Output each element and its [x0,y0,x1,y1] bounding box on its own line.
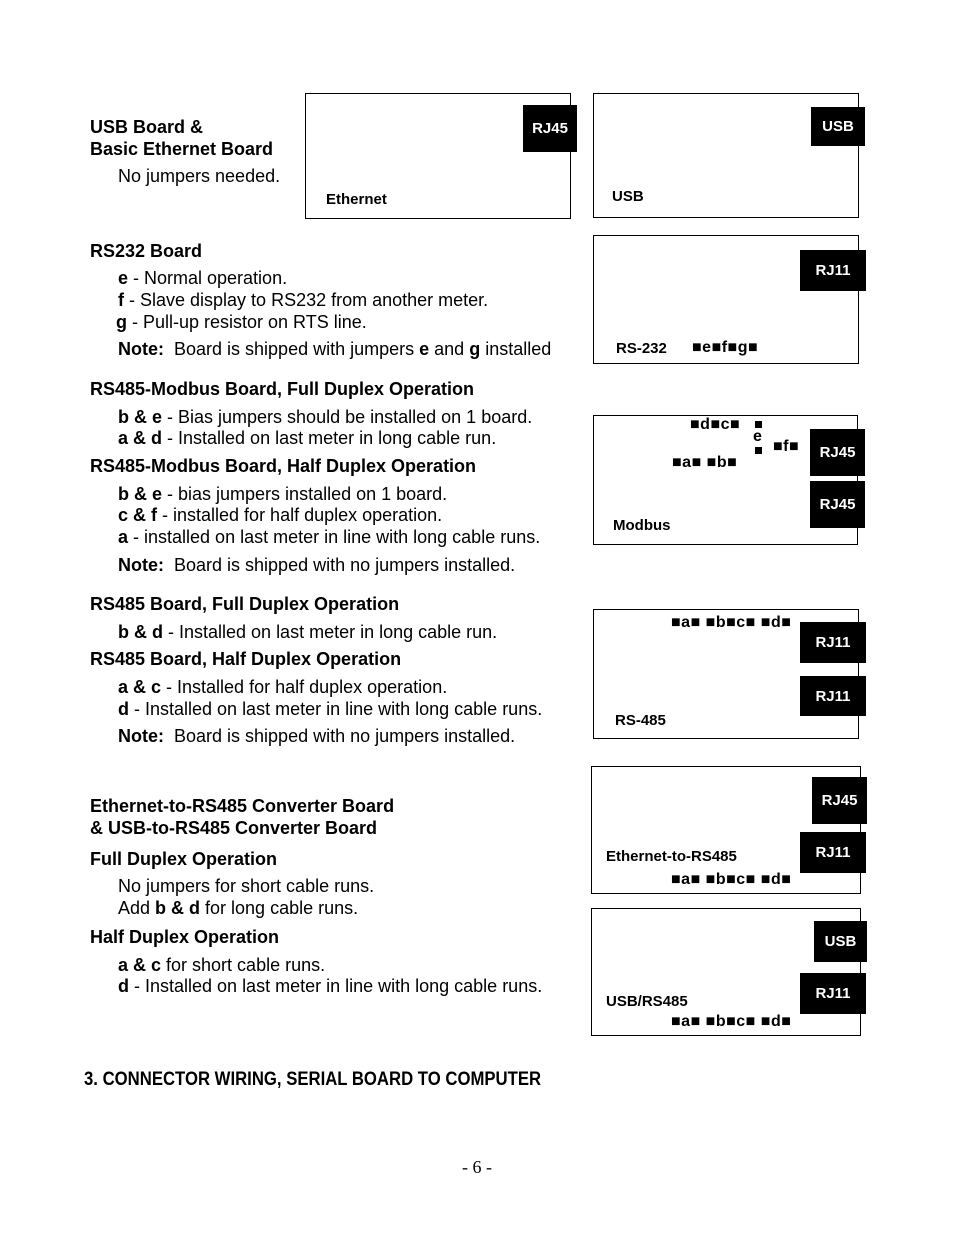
jumper-pins-ab: ■a■ ■b■ [672,454,738,471]
usb-ethernet-desc: No jumpers needed. [118,166,281,186]
rj45-connector: RJ45 [523,105,577,152]
rs485-full-title: RS485 Board, Full Duplex Operation [90,594,400,614]
rs485-half-title: RS485 Board, Half Duplex Operation [90,649,402,669]
board-label: Modbus [613,517,671,534]
jumper-pins-dc: ■d■c■ [690,416,741,433]
board-label: USB [612,188,644,205]
board-label: Ethernet-to-RS485 [606,848,737,865]
rj45-connector: RJ45 [810,481,865,528]
modbus-full-item: a & d - Installed on last meter in long cable run. [118,428,497,448]
rs485-half-note: Note: Board is shipped with no jumpers installed. [118,726,516,746]
modbus-full-item: b & e - Bias jumpers should be installed on 1 board. [118,407,533,427]
usb-connector: USB [814,921,867,962]
jumper-pins: ■a■ ■b■c■ ■d■ [671,871,792,888]
converter-half-item: a & c for short cable runs. [118,955,326,975]
jumper-pins-f: ■f■ [773,438,800,455]
jumper-pin-e-top [755,421,762,428]
rj11-connector: RJ11 [800,250,866,291]
jumper-pins: ■a■ ■b■c■ ■d■ [671,1013,792,1030]
rs485-half-item: a & c - Installed for half duplex operation. [118,677,448,697]
rs232-item: g - Pull-up resistor on RTS line. [116,312,367,332]
page-number: - 6 - [462,1157,492,1177]
converter-full-line1: No jumpers for short cable runs. [118,876,375,896]
rj45-connector: RJ45 [812,777,867,824]
usb-ethernet-title-line1: USB Board & [90,117,204,137]
rs232-title: RS232 Board [90,241,203,261]
modbus-half-item: c & f - installed for half duplex operation. [118,505,443,525]
rj11-connector: RJ11 [800,832,866,873]
rs232-item: f - Slave display to RS232 from another meter. [118,290,489,310]
rs232-item: e - Normal operation. [118,268,288,288]
modbus-full-title: RS485-Modbus Board, Full Duplex Operation [90,379,475,399]
converter-half-item: d - Installed on last meter in line with long cable runs. [118,976,543,996]
rs485-full-item: b & d - Installed on last meter in long cable run. [118,622,498,642]
rj45-connector: RJ45 [810,429,865,476]
rs232-note: Note: Board is shipped with jumpers e and g installed [118,339,552,359]
jumper-pins: ■a■ ■b■c■ ■d■ [671,614,792,631]
converter-title-line1: Ethernet-to-RS485 Converter Board [90,796,395,816]
board-label: RS-485 [615,712,666,729]
converter-full-line2: Add b & d for long cable runs. [118,898,359,918]
converter-full-title: Full Duplex Operation [90,849,278,869]
converter-half-title: Half Duplex Operation [90,927,280,947]
rj11-connector: RJ11 [800,973,866,1014]
converter-title-line2: & USB-to-RS485 Converter Board [90,818,378,838]
jumper-pin-e: e [753,428,763,445]
rj11-connector: RJ11 [800,622,866,663]
modbus-half-title: RS485-Modbus Board, Half Duplex Operation [90,456,477,476]
board-label: USB/RS485 [606,993,688,1010]
rj11-connector: RJ11 [800,676,866,716]
rs485-half-item: d - Installed on last meter in line with long cable runs. [118,699,543,719]
usb-ethernet-title-line2: Basic Ethernet Board [90,139,274,159]
board-label: Ethernet [326,191,387,208]
jumper-pin-e-bottom [755,447,762,454]
modbus-half-note: Note: Board is shipped with no jumpers installed. [118,555,516,575]
modbus-half-item: a - installed on last meter in line with long cable runs. [118,527,541,547]
section-heading: 3. CONNECTOR WIRING, SERIAL BOARD TO COMPUTER [84,1069,542,1090]
usb-connector: USB [811,107,865,146]
jumper-pins: ■e■f■g■ [692,339,759,356]
modbus-half-item: b & e - bias jumpers installed on 1 board. [118,484,448,504]
board-label: RS-232 [616,340,667,357]
